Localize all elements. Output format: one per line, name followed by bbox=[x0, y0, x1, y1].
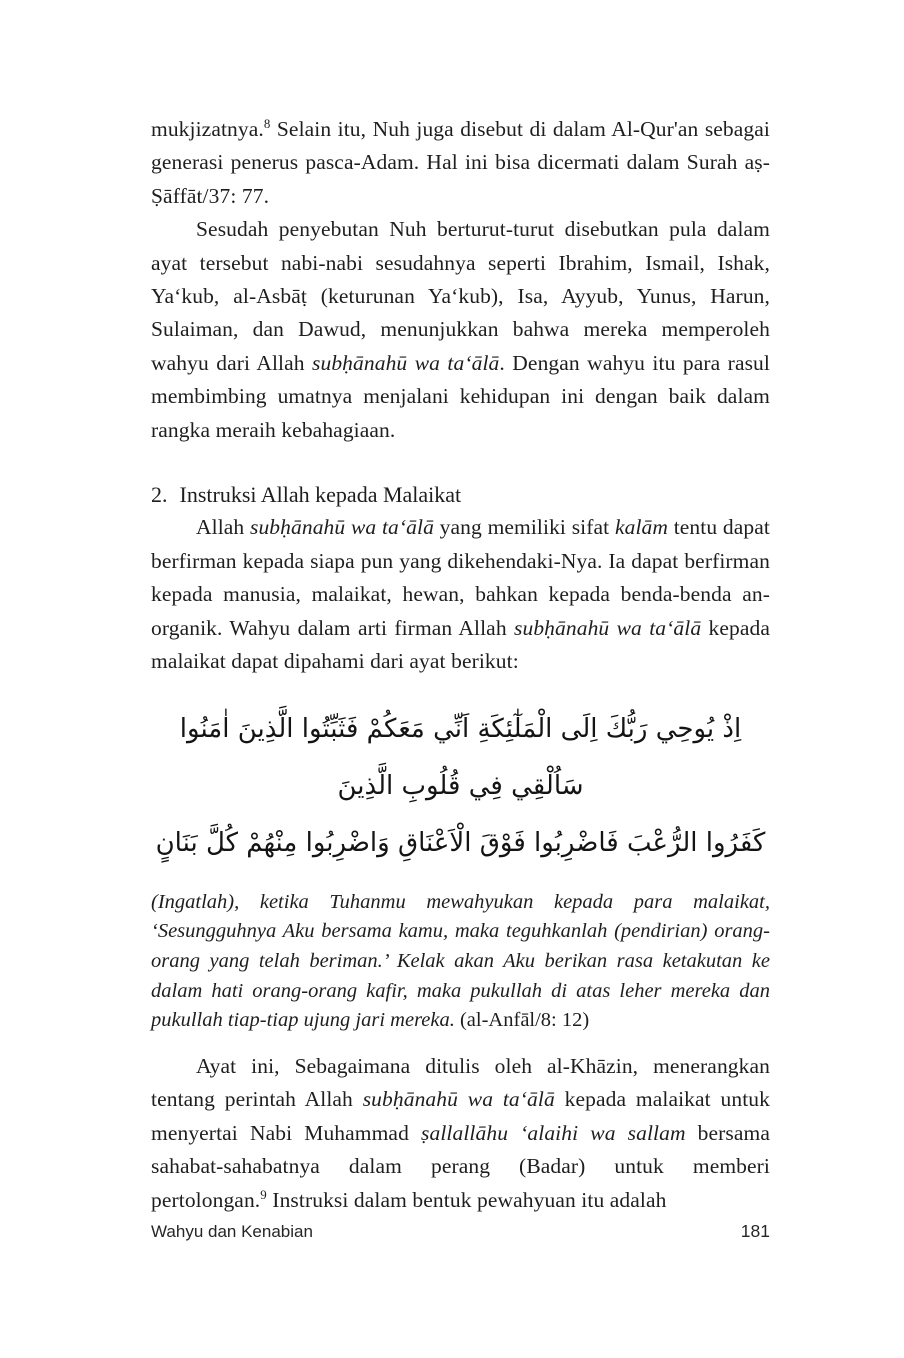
paragraph-continuation bbox=[151, 113, 770, 213]
paragraph-text: yang memiliki sifat bbox=[433, 515, 615, 540]
section-heading bbox=[151, 478, 770, 511]
paragraph-text: Selain itu, Nuh juga disebut di dalam Al-Qur'an sebagai generasi penerus pasca-Adam. Hal ini bisa dicermati dalam Surah aṣ-Ṣāffāt/37: 77. bbox=[151, 117, 770, 208]
quran-verse-line1: اِذْ يُوحِي رَبُّكَ اِلَى الْمَلٰٓئِكَةِ اَنِّي مَعَكُمْ فَثَبِّتُوا الَّذِينَ اٰمَنُوا سَاُلْقِي فِي قُلُوبِ الَّذِينَ bbox=[179, 713, 742, 801]
transliteration-term: kalām bbox=[614, 515, 668, 540]
running-title: Wahyu dan Kenabian bbox=[151, 1222, 313, 1241]
transliteration-honorific: subḥānahū wa ta‘ālā bbox=[514, 615, 702, 640]
page-content bbox=[151, 113, 770, 1217]
paragraph-text: Instruksi dalam bentuk pewahyuan itu adalah bbox=[266, 1187, 667, 1212]
translation-text: (Ingatlah), ketika Tuhanmu mewahyukan kepada para malaikat, ‘Sesungguhnya Aku bersama kamu, maka teguhkanlah (pendirian) orang-orang yang telah beriman.’ Kelak akan Aku berikan rasa ketakutan ke dalam hati orang-orang kafir, maka pukullah di atas leher mereka dan pukullah tiap-tiap ujung jari mereka. bbox=[151, 890, 770, 1032]
quran-verse-line2: كَفَرُوا الرُّعْبَ فَاضْرِبُوا فَوْقَ الْاَعْنَاقِ وَاضْرِبُوا مِنْهُمْ كُلَّ بَنَانٍ bbox=[155, 827, 766, 858]
verse-translation bbox=[151, 888, 770, 1037]
transliteration-honorific: subḥānahū wa ta‘ālā bbox=[249, 515, 434, 540]
quran-verse-arabic bbox=[151, 701, 770, 872]
paragraph-prophets bbox=[151, 213, 770, 447]
paragraph-khazin bbox=[151, 1050, 770, 1217]
transliteration-honorific: subḥānahū wa ta‘ālā bbox=[312, 350, 500, 375]
transliteration-honorific: subḥānahū wa ta‘ālā bbox=[362, 1087, 555, 1112]
page-footer bbox=[151, 1221, 770, 1242]
paragraph-text: Ayat ini, Sebagaimana ditulis oleh al-Khāzin, menerangkan tentang perintah Allah bbox=[151, 1054, 770, 1112]
footnote-marker-8: 8 bbox=[263, 116, 271, 131]
paragraph-text: mukjizatnya. bbox=[151, 117, 264, 141]
section-title: Instruksi Allah kepada Malaikat bbox=[179, 482, 462, 508]
paragraph-text: Allah bbox=[196, 515, 250, 540]
paragraph-text: Sesudah penyebutan Nuh berturut-turut disebutkan pula dalam ayat tersebut nabi-nabi sesudahnya seperti Ibrahim, Ismail, Ishak, Ya‘kub, al-Asbāṭ (keturunan Ya‘kub), Isa, Ayyub, Yunus, Harun, Sulaiman, dan Dawud, menunjukkan bahwa mereka memperoleh wahyu dari Allah bbox=[151, 217, 770, 375]
paragraph-text: tentu dapat berfirman kepada siapa pun yang dikehendaki-Nya. Ia dapat berfirman kepada manusia, malaikat, hewan, bahkan kepada benda-benda an-organik. Wahyu dalam arti firman Allah bbox=[151, 515, 770, 640]
verse-reference: (al-Anfāl/8: 12) bbox=[459, 1009, 590, 1032]
transliteration-salawat: ṣallallāhu ‘alaihi wa sallam bbox=[421, 1120, 686, 1145]
paragraph-text: kepada malaikat dapat dipahami dari ayat berikut: bbox=[151, 615, 771, 674]
paragraph-text: . Dengan wahyu itu para rasul membimbing umatnya menjalani kehidupan ini dengan baik dalam rangka meraih kebahagiaan. bbox=[151, 350, 770, 442]
page-number: 181 bbox=[740, 1221, 770, 1241]
paragraph-text: bersama sahabat-sahabatnya dalam perang (Badar) untuk memberi pertolongan. bbox=[151, 1120, 770, 1212]
paragraph-text: kepada malaikat untuk menyertai Nabi Muhammad bbox=[151, 1087, 770, 1145]
footnote-marker-9: 9 bbox=[260, 1187, 267, 1202]
section-number: 2. bbox=[151, 482, 168, 508]
paragraph-kalam bbox=[151, 511, 770, 678]
